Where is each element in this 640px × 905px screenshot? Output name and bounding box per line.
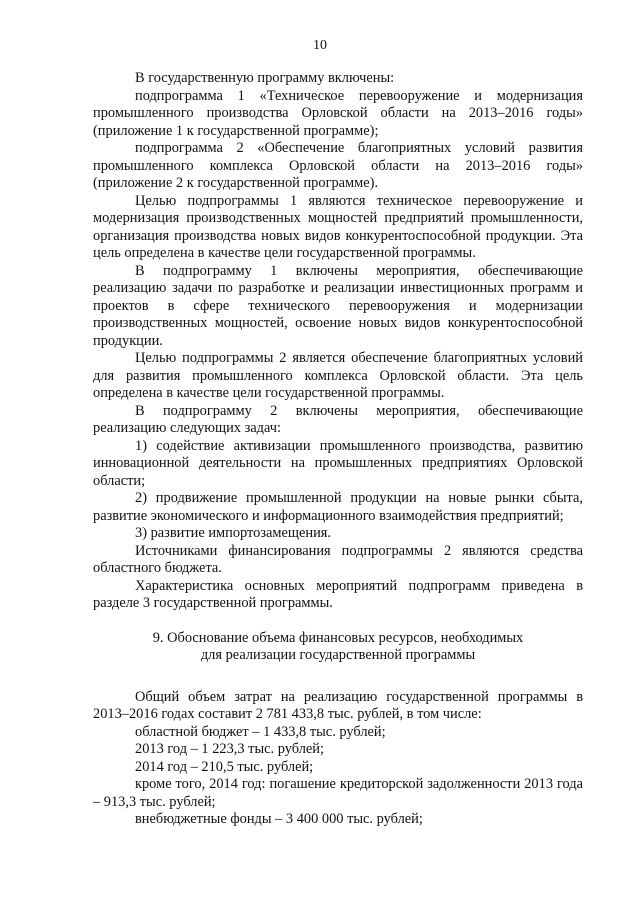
section-heading xyxy=(93,630,583,665)
paragraph-year-2014: 2014 год – 210,5 тыс. рублей; xyxy=(135,758,314,775)
document-body xyxy=(93,70,583,829)
paragraph-funding-sources: Источниками финансирования подпрограммы 2 являются средства областного бюджета. xyxy=(93,542,583,576)
page-number: 10 xyxy=(313,38,327,53)
paragraph-goal-subprogram-1: Целью подпрограммы 1 являются техническое перевооружение и модернизация производственных мощностей предприятий промышленности, организация производства новых видов конкурентоспособной продукции. Эта цель определена в качестве цели государственной программы. xyxy=(93,192,583,261)
paragraph-debt-repayment: кроме того, 2014 год: погашение кредиторской задолженности 2013 года – 913,3 тыс. рублей; xyxy=(93,776,583,810)
paragraph-goal-subprogram-2: Целью подпрограммы 2 является обеспечение благоприятных условий для развития промышленного комплекса Орловской области. Эта цель определена в качестве цели государственной программы. xyxy=(93,350,583,401)
paragraph-intro: В государственную программу включены: xyxy=(135,70,395,86)
paragraph-task-2: 2) продвижение промышленной продукции на новые рынки сбыта, развитие экономического и информационного взаимодействия предприятий; xyxy=(93,490,583,524)
paragraph-total-costs: Общий объем затрат на реализацию государственной программы в 2013–2016 годах составит 2 781 433,8 тыс. рублей, в том числе: xyxy=(93,688,583,722)
paragraph-task-1: 1) содействие активизации промышленного производства, развитию инновационной деятельности на промышленных предприятиях Орловской области; xyxy=(93,437,583,489)
paragraph-subprogram-2: подпрограмма 2 «Обеспечение благоприятных условий развития промышленного комплекса Орловской области на 2013–2016 годы» (приложение 2 к государственной программе). xyxy=(93,140,583,191)
paragraph-subprogram-1: подпрограмма 1 «Техническое перевооружение и модернизация промышленного производства Орловской области на 2013–2016 годы» (приложение 1 к государственной программе); xyxy=(93,87,583,139)
section-heading-line-2: для реализации государственной программы xyxy=(200,647,476,663)
paragraph-regional-budget: областной бюджет – 1 433,8 тыс. рублей; xyxy=(135,723,386,740)
paragraph-measures-subprogram-1: В подпрограмму 1 включены мероприятия, обеспечивающие реализацию задачи по разработке и реализации инвестиционных программ и проектов в сфере технического перевооружения и модернизации производственных мощностей, освоение новых видов конкурентоспособной продукции. xyxy=(93,262,583,349)
paragraph-characteristics: Характеристика основных мероприятий подпрограмм приведена в разделе 3 государственной программы. xyxy=(93,577,583,611)
paragraph-measures-subprogram-2: В подпрограмму 2 включены мероприятия, обеспечивающие реализацию следующих задач: xyxy=(93,402,583,436)
paragraph-extrabudgetary-funds: внебюджетные фонды – 3 400 000 тыс. рублей; xyxy=(135,811,423,827)
section-heading-line-1: 9. Обоснование объема финансовых ресурсов, необходимых xyxy=(152,629,524,646)
paragraph-task-3: 3) развитие импортозамещения. xyxy=(135,525,331,541)
paragraph-year-2013: 2013 год – 1 223,3 тыс. рублей; xyxy=(135,741,324,757)
